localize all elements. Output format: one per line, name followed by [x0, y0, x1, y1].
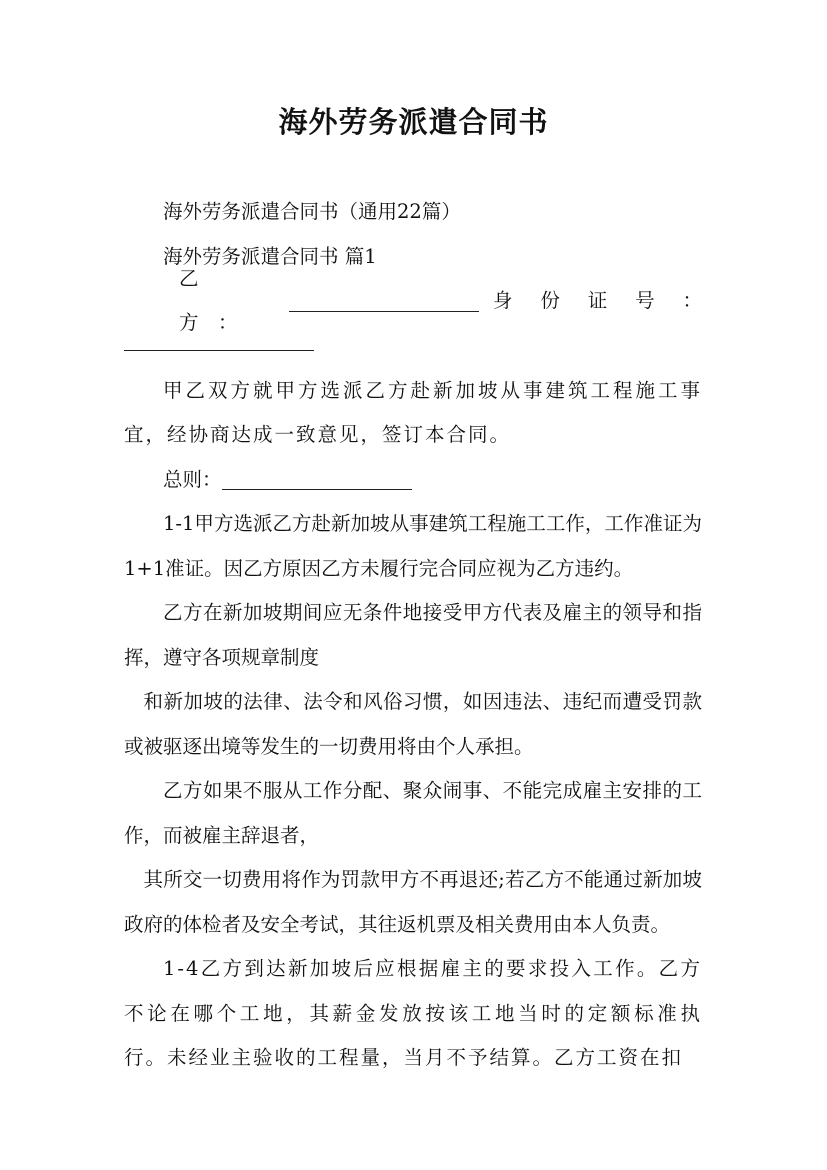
paragraph-1-1: 1-1甲方选派乙方赴新加坡从事建筑工程施工工作，工作准证为1+1准证。因乙方原因乙方未履行完合同应视为乙方违约。: [124, 512, 702, 580]
general-provisions-label: 总则：: [163, 467, 222, 491]
id-number-label: 身 份 证 号 ：: [493, 289, 702, 312]
paragraph-laws: 和新加坡的法律、法令和风俗习惯，如因违法、违纪而遭受罚款或被驱逐出境等发生的一切费用将由个人承担。: [124, 690, 702, 758]
party-b-name-blank: [289, 291, 479, 312]
paragraph-dismissal: 乙方如果不服从工作分配、聚众闹事、不能完成雇主安排的工作，而被雇主辞退者，: [124, 779, 702, 847]
document-subtitle: 海外劳务派遣合同书（通用22篇）: [163, 200, 461, 223]
general-provisions-line: [124, 458, 702, 503]
paragraph-1-4: 1-4乙方到达新加坡后应根据雇主的要求投入工作。乙方不论在哪个工地，其薪金发放按该工地当时的定额标准执行。未经业主验收的工程量，当月不予结算。乙方工资在扣: [124, 957, 702, 1069]
party-b-label: 乙 方 ：: [179, 266, 238, 335]
party-b-id-line: [124, 266, 702, 335]
section-heading: 海外劳务派遣合同书 篇1: [163, 244, 377, 268]
document-body: [124, 190, 702, 1081]
general-provisions-blank: [222, 469, 412, 490]
paragraph-fees: 其所交一切费用将作为罚款甲方不再退还;若乙方不能通过新加坡政府的体检者及安全考试，其往返机票及相关费用由本人负责。: [124, 868, 702, 936]
paragraph-intro: 甲乙双方就甲方选派乙方赴新加坡从事建筑工程施工事宜，经协商达成一致意见，签订本合同。: [124, 378, 702, 446]
document-title: 海外劳务派遣合同书: [278, 105, 549, 139]
paragraph-obey: 乙方在新加坡期间应无条件地接受甲方代表及雇主的领导和指挥，遵守各项规章制度: [124, 601, 702, 669]
